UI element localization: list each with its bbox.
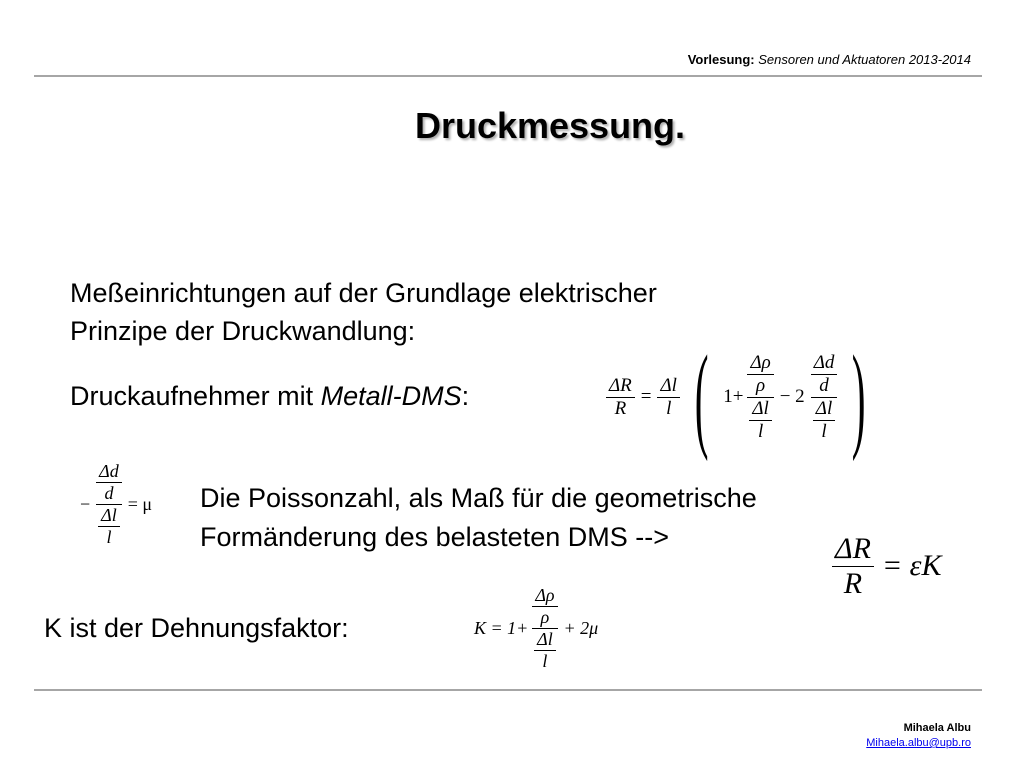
header-label: Vorlesung:: [687, 52, 755, 67]
fraction-numerator: Δd: [813, 351, 835, 373]
right-paren: ): [852, 331, 866, 462]
minus-sign: −: [80, 493, 91, 514]
formula-fraction: [813, 398, 835, 443]
fraction-numerator: Δl: [815, 397, 833, 419]
slide-title: Druckmessung.: [414, 105, 686, 146]
minus-two: − 2: [779, 386, 805, 407]
poisson-line-1: Die Poissonzahl, als Maß für die geometrische: [200, 483, 757, 513]
footer-divider: [34, 689, 982, 691]
intro-line-2: Prinzipe der Druckwandlung:: [70, 316, 416, 346]
fraction-denominator: ρ: [540, 606, 550, 627]
intro-line-1: Meßeinrichtungen auf der Grundlage elektrischer: [70, 278, 657, 308]
fraction-numerator: Δρ: [535, 584, 555, 605]
k-label: K ist der Dehnungsfaktor:: [44, 613, 349, 643]
fraction-denominator: l: [666, 397, 672, 419]
formula-fraction: [534, 629, 556, 672]
nested-fraction: [532, 585, 557, 672]
formula-fraction: [749, 398, 771, 443]
formula-fraction: [811, 352, 838, 397]
fraction-numerator: ΔR: [835, 531, 871, 565]
epsilon-k-formula: [832, 524, 942, 608]
left-paren: (: [694, 331, 709, 462]
fraction-denominator: l: [542, 650, 548, 671]
one-plus: 1+: [723, 386, 744, 407]
fraction-denominator: d: [104, 482, 114, 503]
poisson-formula: [80, 448, 152, 560]
druckaufnehmer-line: [70, 377, 469, 415]
druck-prefix: Druckaufnehmer mit: [70, 381, 321, 411]
druck-italic: Metall-DMS: [320, 381, 462, 411]
header-divider: [34, 75, 982, 77]
fraction-numerator: Δl: [660, 374, 677, 396]
fraction-denominator: ρ: [756, 374, 766, 396]
nested-fraction: [96, 461, 122, 548]
fraction-denominator: d: [819, 374, 829, 396]
fraction-numerator: Δl: [101, 504, 117, 525]
plus-two-mu: + 2μ: [563, 617, 599, 638]
fraction-numerator: ΔR: [609, 374, 632, 396]
course-name: Sensoren und Aktuatoren 2013-2014: [758, 52, 971, 67]
fraction-denominator: R: [614, 397, 627, 419]
nested-fraction: [811, 352, 838, 443]
fraction-numerator: Δl: [752, 397, 769, 419]
author-email-link[interactable]: Mihaela.albu@upb.ro: [866, 737, 971, 749]
formula-fraction: [98, 505, 120, 548]
author-name: Mihaela Albu: [903, 722, 971, 734]
formula-fraction: [96, 461, 122, 504]
equals-sign: =: [640, 386, 652, 407]
formula-fraction: [606, 375, 635, 420]
k-equals-one-plus: K = 1+: [474, 617, 529, 638]
k-formula: [474, 572, 598, 684]
poisson-line-2: Formänderung des belasteten DMS -->: [200, 522, 669, 552]
formula-fraction: [747, 352, 773, 397]
fraction-denominator: l: [821, 420, 827, 442]
equals-epsilon-k: = εK: [881, 549, 942, 582]
fraction-numerator: Δd: [99, 460, 119, 481]
fraction-numerator: Δρ: [750, 351, 771, 373]
formula-fraction: [657, 375, 679, 420]
druck-suffix: :: [461, 381, 470, 411]
fraction-denominator: l: [757, 420, 764, 442]
dms-formula: [606, 331, 881, 462]
formula-fraction: [832, 532, 874, 601]
fraction-numerator: Δl: [537, 628, 553, 649]
nested-fraction: [747, 352, 773, 443]
fraction-denominator: l: [106, 526, 112, 547]
equals-mu: = μ: [127, 493, 153, 514]
lecture-header: [688, 52, 971, 67]
formula-fraction: [532, 585, 557, 628]
fraction-denominator: R: [843, 566, 863, 600]
